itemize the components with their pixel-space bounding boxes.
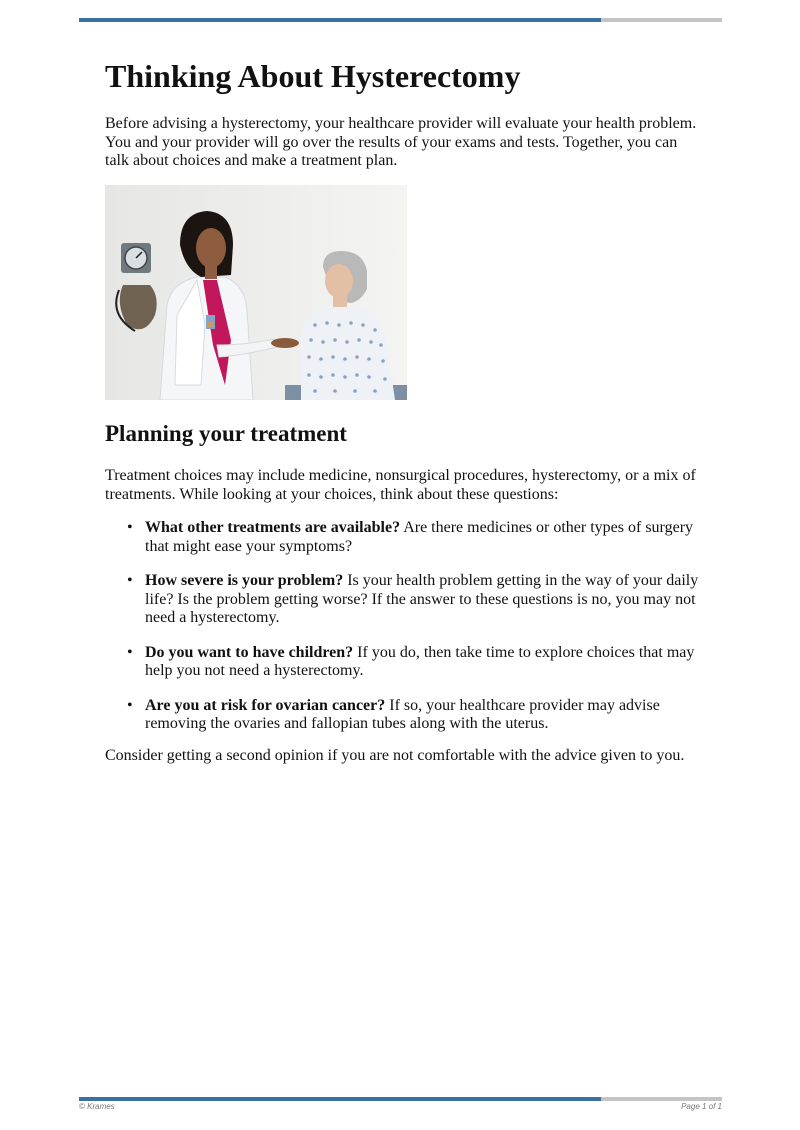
doctor-patient-photo <box>105 185 407 400</box>
question-text: If you do, then take time to explore choices that may help you not need a hysterectomy. <box>145 643 695 679</box>
closing-paragraph: Consider getting a second opinion if you are not comfortable with the advice given to you. <box>105 747 685 764</box>
footer-copyright: © Krames <box>79 1102 115 1111</box>
question-bold: Do you want to have children? <box>145 643 354 661</box>
page-title: Thinking About Hysterectomy <box>105 58 521 94</box>
list-item <box>105 519 705 556</box>
question-bold: How severe is your problem? <box>145 572 344 589</box>
question-text: If so, your healthcare provider may advise removing the ovaries and fallopian tubes along with the uterus. <box>145 696 660 732</box>
intro-paragraph: Before advising a hysterectomy, your healthcare provider will evaluate your health problem. You and your provider will go over the results of your exams and tests. Together, you can talk about choices and make a treatment plan. <box>105 115 697 169</box>
questions-list <box>105 519 705 750</box>
header-rule <box>79 18 722 22</box>
footer-rule-accent <box>79 1097 601 1101</box>
question-text: Are there medicines or other types of surgery that might ease your symptoms? <box>145 519 694 555</box>
bullet-icon: • <box>127 572 133 589</box>
bullet-icon: • <box>127 519 133 536</box>
question-bold: Are you at risk for ovarian cancer? <box>145 696 386 714</box>
question-text: Is your health problem getting in the way of your daily life? Is the problem getting worse? If the answer to these questions is no, you may not need a hysterectomy. <box>145 572 699 626</box>
question-bold: What other treatments are available? <box>145 519 401 536</box>
list-item <box>105 572 705 628</box>
header-rule-gray <box>601 18 722 22</box>
footer-rule-gray <box>601 1097 722 1101</box>
section-heading: Planning your treatment <box>105 421 347 446</box>
list-item <box>105 644 705 681</box>
footer-page-number: Page 1 of 1 <box>681 1102 722 1111</box>
footer-rule <box>79 1097 722 1101</box>
section-lead-paragraph: Treatment choices may include medicine, nonsurgical procedures, hysterectomy, or a mix of treatments. While looking at your choices, think about these questions: <box>105 467 696 503</box>
list-item <box>105 697 705 734</box>
bullet-icon: • <box>127 696 133 714</box>
header-rule-accent <box>79 18 601 22</box>
bullet-icon: • <box>127 643 133 661</box>
